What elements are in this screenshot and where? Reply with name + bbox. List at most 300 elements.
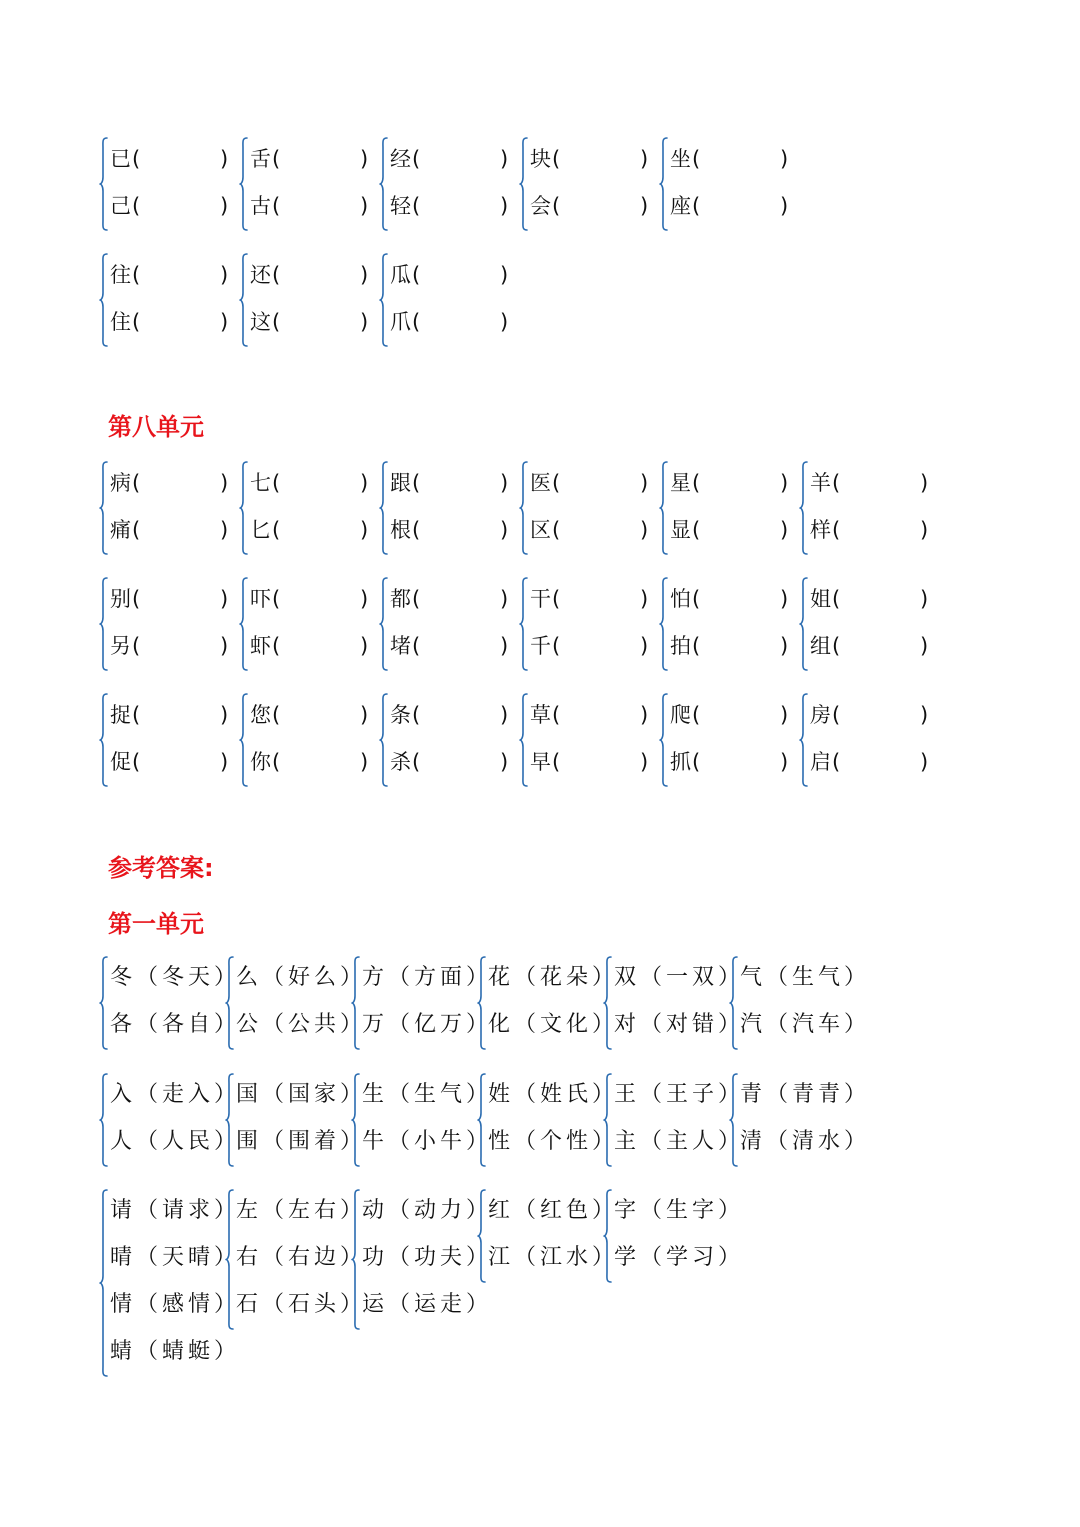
char-pair [800, 576, 940, 672]
answer-text: 运（运走） [362, 1292, 493, 1317]
character: 房 [810, 703, 831, 727]
answer-text: 双（一双） [614, 965, 745, 990]
brace-icon [520, 576, 530, 672]
open-paren: ( [692, 634, 701, 658]
answer-text: 请（请求） [110, 1198, 241, 1223]
open-paren: ( [412, 310, 421, 334]
open-paren: ( [272, 518, 281, 542]
close-paren: ) [220, 634, 229, 658]
close-paren: ) [360, 147, 369, 171]
char-pair [100, 136, 240, 232]
open-paren: ( [412, 147, 421, 171]
brace-icon [100, 136, 110, 232]
pair-line [670, 460, 788, 506]
brace-icon [352, 1072, 362, 1168]
close-paren: ) [220, 703, 229, 727]
character: 瓜 [390, 263, 411, 287]
open-paren: ( [272, 194, 281, 218]
pair-line [390, 739, 508, 785]
open-paren: ( [272, 587, 281, 611]
answer-text: 青（青青） [740, 1082, 871, 1107]
answer-group [100, 955, 241, 1051]
brace-icon [660, 576, 670, 672]
character: 姐 [810, 587, 831, 611]
open-paren: ( [412, 634, 421, 658]
close-paren: ) [220, 310, 229, 334]
char-pair [100, 460, 240, 556]
pair-line [250, 299, 368, 345]
char-pair [380, 136, 520, 232]
answer-group [604, 1188, 745, 1284]
character: 促 [110, 750, 131, 774]
close-paren: ) [780, 750, 789, 774]
open-paren: ( [132, 634, 141, 658]
character: 吓 [250, 587, 271, 611]
open-paren: ( [412, 703, 421, 727]
pair-line [530, 739, 648, 785]
close-paren: ) [780, 518, 789, 542]
pair-line [670, 739, 788, 785]
brace-icon [240, 460, 250, 556]
pair-line [530, 507, 648, 553]
character: 干 [530, 587, 551, 611]
pair-line [530, 460, 648, 506]
open-paren: ( [692, 471, 701, 495]
answer-text: 入（走入） [110, 1082, 241, 1107]
brace-icon [100, 692, 110, 788]
pair-line [810, 576, 928, 622]
answer-text: 红（红色） [488, 1198, 619, 1223]
close-paren: ) [920, 518, 929, 542]
answer-group [478, 955, 619, 1051]
open-paren: ( [832, 750, 841, 774]
close-paren: ) [500, 703, 509, 727]
pair-line [110, 739, 228, 785]
answer-text: 学（学习） [614, 1245, 745, 1270]
answer-text: 石（石头） [236, 1292, 367, 1317]
brace-icon [100, 1072, 110, 1168]
pair-line [810, 623, 928, 669]
close-paren: ) [220, 587, 229, 611]
close-paren: ) [920, 471, 929, 495]
character: 古 [250, 194, 271, 218]
character: 舌 [250, 147, 271, 171]
char-pair [380, 576, 520, 672]
answers-heading: 参考答案: [108, 854, 214, 882]
character: 显 [670, 518, 691, 542]
pair-line [810, 460, 928, 506]
char-pair [100, 576, 240, 672]
close-paren: ) [780, 703, 789, 727]
open-paren: ( [132, 147, 141, 171]
character: 堵 [390, 634, 411, 658]
character: 会 [530, 194, 551, 218]
brace-icon [604, 1072, 614, 1168]
answer-text: 姓（姓氏） [488, 1082, 619, 1107]
pair-line [530, 692, 648, 738]
character: 坐 [670, 147, 691, 171]
brace-icon [352, 955, 362, 1051]
answer-text: 晴（天晴） [110, 1245, 241, 1270]
character: 抓 [670, 750, 691, 774]
close-paren: ) [500, 750, 509, 774]
pair-line [110, 136, 228, 182]
close-paren: ) [640, 587, 649, 611]
pair-line [390, 252, 508, 298]
answer-text: 江（江水） [488, 1245, 619, 1270]
open-paren: ( [412, 194, 421, 218]
pair-line [390, 460, 508, 506]
character: 草 [530, 703, 551, 727]
close-paren: ) [640, 750, 649, 774]
answer-group [730, 1072, 871, 1168]
open-paren: ( [552, 587, 561, 611]
open-paren: ( [132, 471, 141, 495]
brace-icon [604, 955, 614, 1051]
pair-line [530, 183, 648, 229]
brace-icon [226, 1072, 236, 1168]
char-pair [240, 136, 380, 232]
answer-group [352, 1072, 493, 1168]
answer-row [100, 1188, 745, 1378]
pair-line [390, 623, 508, 669]
brace-icon [520, 692, 530, 788]
brace-icon [660, 460, 670, 556]
close-paren: ) [360, 587, 369, 611]
open-paren: ( [412, 518, 421, 542]
close-paren: ) [640, 147, 649, 171]
pair-line [390, 183, 508, 229]
close-paren: ) [500, 194, 509, 218]
open-paren: ( [272, 634, 281, 658]
open-paren: ( [272, 750, 281, 774]
answer-text: 万（亿万） [362, 1012, 493, 1037]
open-paren: ( [132, 310, 141, 334]
close-paren: ) [640, 194, 649, 218]
pair-line [250, 623, 368, 669]
open-paren: ( [412, 263, 421, 287]
answer-text: 公（公共） [236, 1012, 367, 1037]
pair-line [110, 692, 228, 738]
pair-line [390, 576, 508, 622]
answer-text: 冬（冬天） [110, 965, 241, 990]
close-paren: ) [920, 703, 929, 727]
open-paren: ( [832, 634, 841, 658]
answer-text: 汽（汽车） [740, 1012, 871, 1037]
char-pair [660, 692, 800, 788]
open-paren: ( [132, 703, 141, 727]
pair-line [110, 623, 228, 669]
answer-text: 国（国家） [236, 1082, 367, 1107]
answer-group [226, 1072, 367, 1168]
char-pair [520, 136, 660, 232]
close-paren: ) [500, 310, 509, 334]
close-paren: ) [640, 634, 649, 658]
pair-line [250, 739, 368, 785]
char-pair [660, 136, 800, 232]
open-paren: ( [552, 471, 561, 495]
pair-line [390, 692, 508, 738]
character: 星 [670, 471, 691, 495]
question-row [100, 136, 800, 232]
char-pair [660, 576, 800, 672]
close-paren: ) [920, 750, 929, 774]
character: 都 [390, 587, 411, 611]
character: 己 [110, 194, 131, 218]
pair-line [110, 183, 228, 229]
character: 您 [250, 703, 271, 727]
char-pair [240, 576, 380, 672]
question-row [100, 460, 940, 556]
pair-line [250, 692, 368, 738]
brace-icon [800, 692, 810, 788]
character: 杀 [390, 750, 411, 774]
character: 怕 [670, 587, 691, 611]
brace-icon [100, 576, 110, 672]
character: 拍 [670, 634, 691, 658]
open-paren: ( [832, 703, 841, 727]
close-paren: ) [500, 518, 509, 542]
open-paren: ( [552, 147, 561, 171]
pair-line [110, 460, 228, 506]
unit1-heading: 第一单元 [108, 910, 204, 938]
answer-group [730, 955, 871, 1051]
close-paren: ) [220, 518, 229, 542]
pair-line [110, 252, 228, 298]
close-paren: ) [500, 471, 509, 495]
pair-line [250, 460, 368, 506]
open-paren: ( [412, 750, 421, 774]
answer-row [100, 955, 871, 1051]
char-pair [380, 252, 520, 348]
brace-icon [604, 1188, 614, 1284]
answer-group [352, 955, 493, 1051]
char-pair [100, 692, 240, 788]
answer-group [478, 1072, 619, 1168]
answer-text: 情（感情） [110, 1292, 241, 1317]
brace-icon [730, 1072, 740, 1168]
answer-group [100, 1188, 241, 1378]
close-paren: ) [780, 147, 789, 171]
brace-icon [240, 136, 250, 232]
answer-row [100, 1072, 871, 1168]
brace-icon [380, 692, 390, 788]
brace-icon [478, 1188, 488, 1284]
close-paren: ) [360, 471, 369, 495]
open-paren: ( [832, 587, 841, 611]
character: 早 [530, 750, 551, 774]
open-paren: ( [552, 703, 561, 727]
answer-group [226, 1188, 367, 1331]
open-paren: ( [412, 587, 421, 611]
character: 这 [250, 310, 271, 334]
answer-text: 花（花朵） [488, 965, 619, 990]
answer-text: 对（对错） [614, 1012, 745, 1037]
answer-text: 功（功夫） [362, 1245, 493, 1270]
answer-text: 左（左右） [236, 1198, 367, 1223]
character: 别 [110, 587, 131, 611]
brace-icon [660, 692, 670, 788]
question-row [100, 576, 940, 672]
character: 组 [810, 634, 831, 658]
brace-icon [800, 576, 810, 672]
answer-text: 各（各自） [110, 1012, 241, 1037]
pair-line [670, 136, 788, 182]
character: 病 [110, 471, 131, 495]
pair-line [390, 299, 508, 345]
brace-icon [100, 252, 110, 348]
close-paren: ) [220, 147, 229, 171]
char-pair [380, 460, 520, 556]
answer-group [478, 1188, 619, 1284]
brace-icon [800, 460, 810, 556]
answer-text: 人（人民） [110, 1129, 241, 1154]
character: 医 [530, 471, 551, 495]
open-paren: ( [692, 518, 701, 542]
close-paren: ) [780, 194, 789, 218]
char-pair [240, 252, 380, 348]
character: 住 [110, 310, 131, 334]
question-row [100, 252, 520, 348]
open-paren: ( [272, 471, 281, 495]
answer-text: 方（方面） [362, 965, 493, 990]
question-row [100, 692, 940, 788]
close-paren: ) [780, 634, 789, 658]
character: 区 [530, 518, 551, 542]
open-paren: ( [692, 194, 701, 218]
brace-icon [380, 136, 390, 232]
pair-line [810, 692, 928, 738]
pair-line [110, 299, 228, 345]
character: 羊 [810, 471, 831, 495]
brace-icon [520, 460, 530, 556]
brace-icon [100, 955, 110, 1051]
brace-icon [478, 1072, 488, 1168]
pair-line [530, 576, 648, 622]
answer-text: 右（右边） [236, 1245, 367, 1270]
character: 七 [250, 471, 271, 495]
character: 爬 [670, 703, 691, 727]
brace-icon [100, 460, 110, 556]
brace-icon [100, 1188, 110, 1378]
answer-text: 字（生字） [614, 1198, 745, 1223]
open-paren: ( [692, 587, 701, 611]
close-paren: ) [360, 194, 369, 218]
open-paren: ( [132, 263, 141, 287]
char-pair [800, 460, 940, 556]
character: 还 [250, 263, 271, 287]
character: 根 [390, 518, 411, 542]
open-paren: ( [552, 518, 561, 542]
brace-icon [380, 460, 390, 556]
open-paren: ( [132, 194, 141, 218]
brace-icon [730, 955, 740, 1051]
open-paren: ( [272, 147, 281, 171]
pair-line [250, 576, 368, 622]
close-paren: ) [500, 634, 509, 658]
open-paren: ( [132, 518, 141, 542]
character: 块 [530, 147, 551, 171]
character: 经 [390, 147, 411, 171]
character: 捉 [110, 703, 131, 727]
answer-group [604, 1072, 745, 1168]
pair-line [250, 183, 368, 229]
pair-line [390, 507, 508, 553]
close-paren: ) [360, 703, 369, 727]
character: 启 [810, 750, 831, 774]
pair-line [250, 507, 368, 553]
char-pair [240, 692, 380, 788]
close-paren: ) [360, 634, 369, 658]
pair-line [670, 576, 788, 622]
open-paren: ( [832, 471, 841, 495]
character: 条 [390, 703, 411, 727]
close-paren: ) [640, 518, 649, 542]
open-paren: ( [132, 587, 141, 611]
answer-text: 蜻（蜻蜓） [110, 1339, 241, 1364]
close-paren: ) [920, 634, 929, 658]
char-pair [800, 692, 940, 788]
answer-text: 牛（小牛） [362, 1129, 493, 1154]
brace-icon [240, 692, 250, 788]
char-pair [240, 460, 380, 556]
close-paren: ) [220, 471, 229, 495]
answer-text: 生（生气） [362, 1082, 493, 1107]
pair-line [670, 692, 788, 738]
close-paren: ) [220, 263, 229, 287]
pair-line [530, 623, 648, 669]
answer-group [352, 1188, 493, 1331]
open-paren: ( [552, 194, 561, 218]
char-pair [520, 460, 660, 556]
pair-line [670, 623, 788, 669]
close-paren: ) [220, 194, 229, 218]
close-paren: ) [220, 750, 229, 774]
char-pair [380, 692, 520, 788]
char-pair [520, 576, 660, 672]
answer-text: 么（好么） [236, 965, 367, 990]
open-paren: ( [272, 310, 281, 334]
character: 千 [530, 634, 551, 658]
brace-icon [226, 1188, 236, 1331]
open-paren: ( [692, 703, 701, 727]
open-paren: ( [272, 703, 281, 727]
pair-line [250, 136, 368, 182]
character: 样 [810, 518, 831, 542]
answer-text: 清（清水） [740, 1129, 871, 1154]
close-paren: ) [500, 263, 509, 287]
char-pair [660, 460, 800, 556]
character: 虾 [250, 634, 271, 658]
answer-text: 气（生气） [740, 965, 871, 990]
open-paren: ( [272, 263, 281, 287]
unit8-heading: 第八单元 [108, 413, 204, 441]
close-paren: ) [500, 587, 509, 611]
brace-icon [660, 136, 670, 232]
char-pair [100, 252, 240, 348]
brace-icon [380, 576, 390, 672]
character: 轻 [390, 194, 411, 218]
pair-line [110, 576, 228, 622]
character: 爪 [390, 310, 411, 334]
char-pair [520, 692, 660, 788]
close-paren: ) [780, 587, 789, 611]
answer-text: 围（围着） [236, 1129, 367, 1154]
character: 往 [110, 263, 131, 287]
brace-icon [380, 252, 390, 348]
character: 已 [110, 147, 131, 171]
close-paren: ) [360, 518, 369, 542]
